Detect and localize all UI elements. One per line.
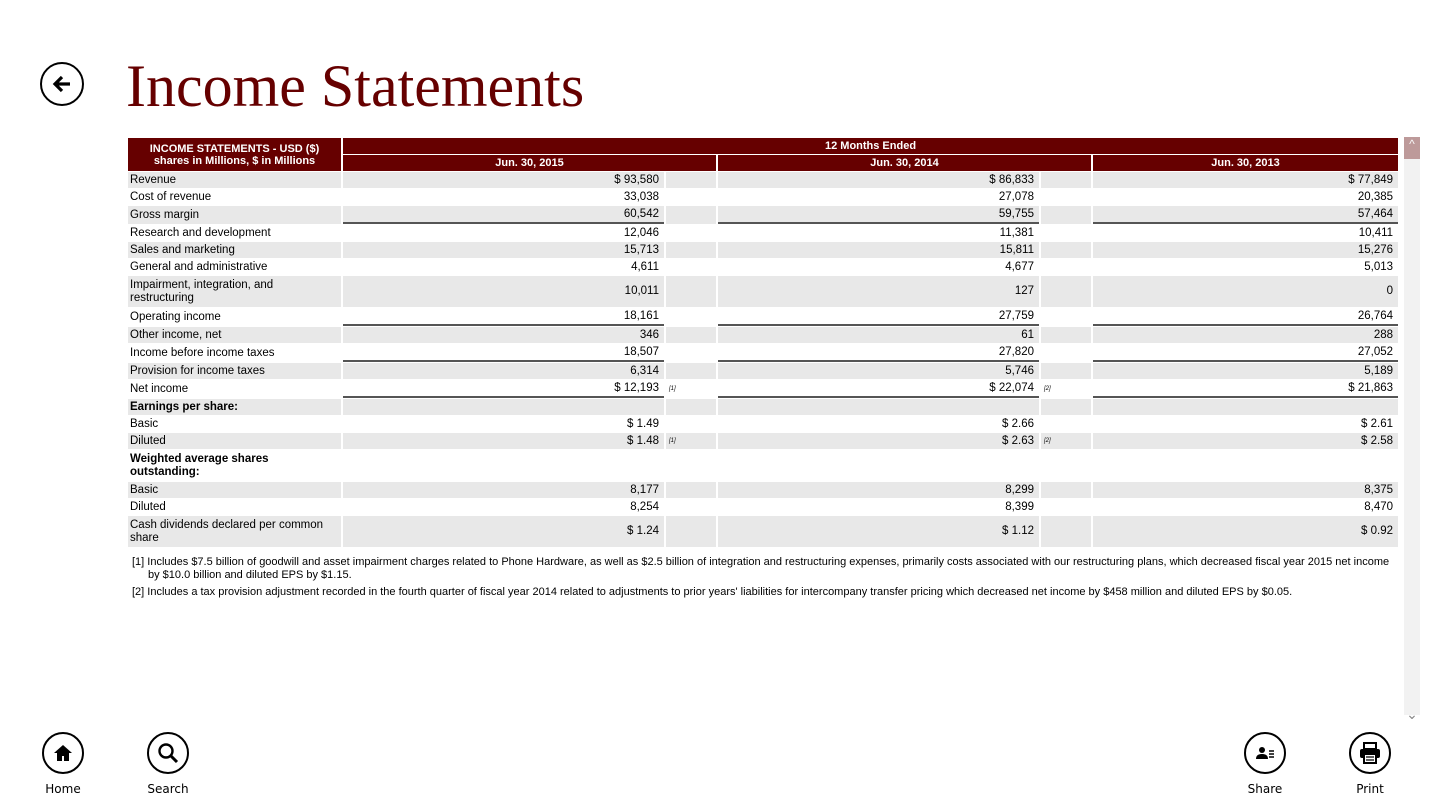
value-2014: 59,755 — [718, 206, 1039, 224]
footnote-ref — [1041, 399, 1091, 415]
table-row — [128, 380, 1398, 398]
table-corner-header — [128, 138, 341, 171]
search-icon — [156, 741, 180, 765]
value-2014: 27,759 — [718, 308, 1039, 326]
share-button[interactable] — [1225, 732, 1305, 796]
row-label: Diluted — [128, 433, 341, 449]
column-header: Jun. 30, 2013 — [1093, 155, 1398, 171]
share-label: Share — [1247, 782, 1283, 796]
share-contact-icon — [1254, 742, 1276, 764]
table-row — [128, 516, 1398, 547]
table-row — [128, 206, 1398, 224]
search-label: Search — [147, 782, 189, 796]
value-2014: $ 2.63 — [718, 433, 1039, 449]
value-2015: 10,011 — [343, 276, 664, 307]
row-label: Basic — [128, 482, 341, 498]
income-statement-table — [126, 137, 1400, 548]
column-header: Jun. 30, 2014 — [718, 155, 1091, 171]
vertical-scrollbar[interactable] — [1404, 137, 1420, 722]
value-2014 — [718, 450, 1039, 481]
footnote-ref — [1041, 206, 1091, 224]
table-row — [128, 450, 1398, 481]
column-header: Jun. 30, 2015 — [343, 155, 716, 171]
table-row — [128, 399, 1398, 415]
value-2015: 18,161 — [343, 308, 664, 326]
value-2015 — [343, 450, 664, 481]
value-2014: 5,746 — [718, 363, 1039, 379]
value-2014: 27,820 — [718, 344, 1039, 362]
table-row — [128, 242, 1398, 258]
value-2013: 26,764 — [1093, 308, 1398, 326]
table-row — [128, 499, 1398, 515]
footnote-ref: [2] — [1044, 385, 1051, 392]
row-label: General and administrative — [130, 260, 268, 273]
value-2015: 6,314 — [343, 363, 664, 379]
row-label: Income before income taxes — [130, 346, 275, 359]
footnote-ref — [1041, 259, 1091, 275]
footnote-ref — [1041, 416, 1091, 432]
value-2013: 10,411 — [1358, 226, 1394, 239]
value-2015: 33,038 — [623, 190, 659, 203]
value-2014: $ 22,074 — [718, 380, 1039, 398]
scroll-down-icon[interactable]: ⌄ — [1406, 706, 1418, 722]
value-2014 — [718, 399, 1039, 415]
scroll-up-icon[interactable]: ^ — [1404, 137, 1420, 159]
value-2015: 8,177 — [343, 482, 664, 498]
row-label: Gross margin — [128, 206, 341, 224]
footnote-ref — [1041, 450, 1091, 481]
row-label: Other income, net — [128, 327, 341, 343]
value-2013: 57,464 — [1093, 206, 1398, 224]
period-header: 12 Months Ended — [343, 138, 1398, 154]
value-2013: $ 77,849 — [1093, 172, 1398, 188]
value-2014: 11,381 — [999, 226, 1034, 239]
footnote-ref — [1041, 363, 1091, 379]
home-icon — [53, 743, 73, 763]
value-2013: 20,385 — [1357, 190, 1394, 203]
footnote-ref — [1041, 189, 1091, 205]
value-2015: $ 93,580 — [343, 172, 664, 188]
footnote-ref — [1041, 172, 1091, 188]
footnote-ref — [666, 189, 716, 205]
row-label: Basic — [130, 417, 159, 430]
footnote: [2] Includes a tax provision adjustment recorded in the fourth quarter of fiscal year 2014 related to adjustments to prior years' liabilities for intercompany transfer pricing which decreased net income by $458 million and diluted EPS by $0.05. — [132, 586, 1293, 598]
printer-icon — [1357, 740, 1383, 766]
search-button[interactable] — [128, 732, 208, 796]
value-2013: 8,375 — [1093, 482, 1398, 498]
arrow-left-icon — [50, 72, 74, 96]
row-label: Research and development — [130, 226, 271, 239]
footnote-ref — [666, 225, 716, 241]
footnote-ref — [666, 416, 716, 432]
value-2014: $ 1.12 — [718, 516, 1039, 547]
page-title: Income Statements — [126, 53, 585, 119]
value-2015: $ 12,193 — [343, 380, 664, 398]
row-label: Cash dividends declared per common share — [128, 516, 341, 547]
footnote-ref — [1041, 344, 1091, 362]
footnote-ref — [666, 327, 716, 343]
row-label: Cost of revenue — [130, 190, 212, 203]
table-row — [128, 308, 1398, 326]
row-label: Provision for income taxes — [128, 363, 341, 379]
table-row — [128, 363, 1398, 379]
row-label: Impairment, integration, and restructuring — [128, 276, 341, 307]
footnote-ref — [1041, 276, 1091, 307]
footnote-ref — [1041, 516, 1091, 547]
footnote: [1] Includes $7.5 billion of goodwill and asset impairment charges related to Phone Hardware, as well as $2.5 billion of integration and restructuring expenses, primarily costs associated with our restructuring plans, which decreased fiscal year 2015 net income by $10.0 billion and diluted EPS by $1.15. — [132, 556, 1390, 581]
footnote-ref — [666, 276, 716, 307]
footnote-ref — [1041, 242, 1091, 258]
table-row — [128, 276, 1398, 307]
footnote-ref: [2] — [1041, 433, 1091, 449]
value-2014: 61 — [718, 327, 1039, 343]
table-row — [128, 433, 1398, 449]
value-2013: 288 — [1093, 327, 1398, 343]
table-row — [128, 344, 1398, 362]
home-button[interactable] — [23, 732, 103, 796]
value-2015: 8,254 — [630, 500, 659, 513]
footnote-ref — [666, 206, 716, 224]
value-2015: 60,542 — [343, 206, 664, 224]
footnote-ref — [666, 172, 716, 188]
home-label: Home — [45, 782, 81, 796]
row-label: Operating income — [130, 310, 221, 323]
table-row — [128, 259, 1398, 275]
value-2013: 5,013 — [1364, 260, 1394, 273]
value-2015: 18,507 — [343, 344, 664, 362]
row-label: Weighted average shares outstanding: — [130, 452, 269, 478]
row-label: Earnings per share: — [128, 399, 341, 415]
footnote-ref — [666, 516, 716, 547]
table-row — [128, 327, 1398, 343]
table-row — [128, 172, 1398, 188]
value-2013: 15,276 — [1093, 242, 1398, 258]
value-2014: 27,078 — [998, 190, 1034, 203]
value-2013: 8,470 — [1364, 500, 1394, 513]
footnote-ref — [666, 259, 716, 275]
back-button[interactable] — [40, 62, 84, 106]
footnote-ref — [1041, 482, 1091, 498]
value-2013: $ 2.61 — [1361, 417, 1394, 430]
footnote-ref — [666, 308, 716, 326]
corner-units: shares in Millions, $ in Millions — [153, 154, 316, 167]
table-row — [128, 482, 1398, 498]
row-label: Sales and marketing — [128, 242, 341, 258]
footnote-ref — [666, 499, 716, 515]
value-2015: $ 1.48 — [343, 433, 664, 449]
row-label: Revenue — [128, 172, 341, 188]
row-label: Diluted — [130, 500, 166, 513]
value-2013 — [1093, 399, 1398, 415]
value-2015: 4,611 — [631, 260, 659, 273]
value-2013: 0 — [1093, 276, 1398, 307]
footnote-ref — [666, 482, 716, 498]
footnote-ref — [1041, 225, 1091, 241]
value-2014: $ 2.66 — [1002, 417, 1034, 430]
value-2014: 4,677 — [1005, 260, 1034, 273]
footnote-ref — [666, 344, 716, 362]
value-2015 — [343, 399, 664, 415]
value-2013: $ 0.92 — [1093, 516, 1398, 547]
value-2013 — [1093, 450, 1398, 481]
value-2015: $ 1.24 — [343, 516, 664, 547]
value-2013: 5,189 — [1093, 363, 1398, 379]
footnote-ref — [666, 399, 716, 415]
value-2014: 8,399 — [1005, 500, 1034, 513]
footnote-ref — [1041, 327, 1091, 343]
row-label: Net income — [130, 382, 189, 395]
footnote-ref: [1] — [669, 385, 676, 392]
value-2013: 27,052 — [1093, 344, 1398, 362]
table-row — [128, 416, 1398, 432]
corner-title: INCOME STATEMENTS - USD ($) — [149, 142, 320, 155]
print-button[interactable] — [1330, 732, 1410, 796]
table-row — [128, 225, 1398, 241]
footnotes — [128, 556, 1400, 599]
value-2013: $ 2.58 — [1093, 433, 1398, 449]
footnote-ref: [1] — [666, 433, 716, 449]
value-2014: $ 86,833 — [718, 172, 1039, 188]
value-2015: 12,046 — [623, 226, 659, 239]
table-row — [128, 189, 1398, 205]
value-2014: 15,811 — [718, 242, 1039, 258]
income-statement-table-container — [128, 137, 1400, 603]
footnote-ref — [1041, 308, 1091, 326]
footnote-ref — [1041, 499, 1091, 515]
footnote-ref — [666, 242, 716, 258]
value-2013: $ 21,863 — [1093, 380, 1398, 398]
value-2015: $ 1.49 — [627, 417, 659, 430]
value-2014: 8,299 — [718, 482, 1039, 498]
footnote-ref — [666, 363, 716, 379]
value-2014: 127 — [718, 276, 1039, 307]
footnote-ref — [666, 450, 716, 481]
value-2015: 346 — [343, 327, 664, 343]
print-label: Print — [1356, 782, 1384, 796]
value-2015: 15,713 — [343, 242, 664, 258]
